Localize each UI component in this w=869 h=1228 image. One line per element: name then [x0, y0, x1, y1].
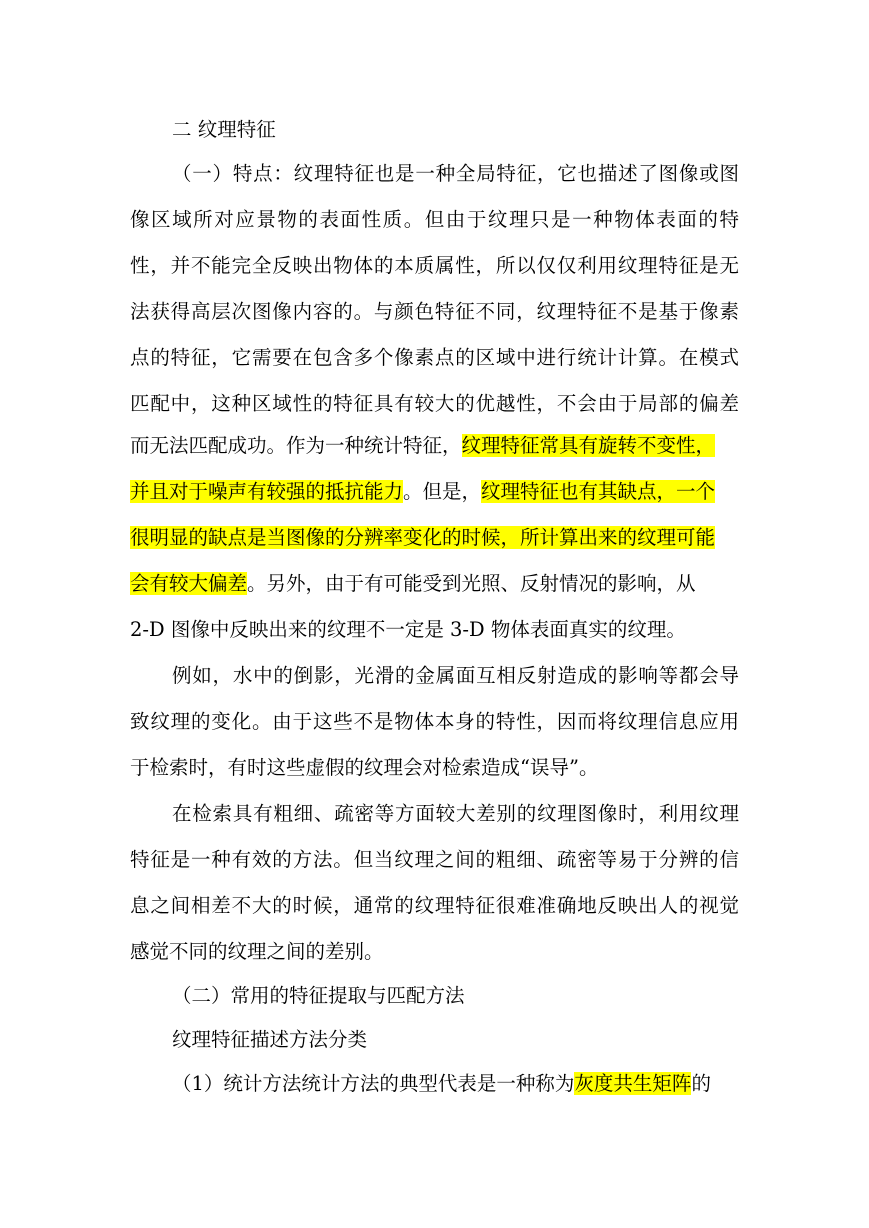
subheading [172, 1020, 367, 1060]
paragraph-line [130, 472, 715, 512]
paragraph-line [130, 292, 739, 332]
paragraph-text: 。另外，由于有可能受到光照、反射情况的影响，从 [247, 572, 696, 595]
paragraph-line [130, 246, 739, 286]
paragraph-line [130, 200, 739, 240]
paragraph-text: 例如，水中的倒影，光滑的金属面互相反射造成的影响等都会导 [172, 664, 739, 687]
paragraph-text: 感觉不同的纹理之间的差别。 [130, 940, 384, 963]
highlighted-text: 并且对于噪声有较强的抵抗能力 [130, 480, 404, 503]
paragraph-text: 特征是一种有效的方法。但当纹理之间的粗细、疏密等易于分辨的信 [130, 848, 739, 871]
section-heading [172, 976, 465, 1016]
paragraph-text: 性，并不能完全反映出物体的本质属性，所以仅仅利用纹理特征是无 [130, 254, 739, 277]
paragraph-text: 在检索具有粗细、疏密等方面较大差别的纹理图像时，利用纹理 [172, 802, 739, 825]
paragraph-line [172, 656, 739, 696]
paragraph-text: 匹配中，这种区域性的特征具有较大的优越性，不会由于局部的偏差 [130, 392, 739, 415]
highlighted-text: 纹理特征常具有旋转不变性， [461, 434, 716, 457]
paragraph-line [130, 932, 384, 972]
paragraph-line [172, 1064, 711, 1104]
paragraph-text: 的 [691, 1072, 711, 1095]
paragraph-line [130, 840, 739, 880]
highlighted-text: 纹理特征也有其缺点，一个 [481, 480, 716, 503]
paragraph-text: （1）统计方法统计方法的典型代表是一种称为 [172, 1072, 575, 1095]
highlighted-text: 灰度共生矩阵 [574, 1072, 692, 1095]
paragraph-line [130, 338, 739, 378]
paragraph-line [172, 794, 739, 834]
paragraph-line [130, 384, 739, 424]
paragraph-text: 2-D 图像中反映出来的纹理不一定是 3-D 物体表面真实的纹理。 [130, 618, 686, 641]
section-heading-text: （二）常用的特征提取与匹配方法 [172, 984, 465, 1007]
paragraph-text: 法获得高层次图像内容的。与颜色特征不同，纹理特征不是基于像素 [130, 300, 739, 323]
paragraph-text: 像区域所对应景物的表面性质。但由于纹理只是一种物体表面的特 [130, 208, 739, 231]
paragraph-text: 而无法匹配成功。作为一种统计特征， [130, 434, 462, 457]
paragraph-text: 息之间相差不大的时候，通常的纹理特征很难准确地反映出人的视觉 [130, 894, 739, 917]
paragraph-line [130, 702, 739, 742]
paragraph-text: 于检索时，有时这些虚假的纹理会对检索造成“误导”。 [130, 756, 599, 779]
section-heading [172, 110, 276, 150]
highlighted-text: 会有较大偏差 [130, 572, 248, 595]
paragraph-text: 点的特征，它需要在包含多个像素点的区域中进行统计计算。在模式 [130, 346, 739, 369]
paragraph-line [130, 886, 739, 926]
paragraph-line [172, 154, 739, 194]
section-heading-text: 二 纹理特征 [172, 118, 276, 141]
paragraph-line [130, 748, 598, 788]
paragraph-line [130, 426, 715, 466]
paragraph-line [130, 518, 715, 558]
paragraph-line [130, 564, 696, 604]
paragraph-line [130, 610, 686, 650]
paragraph-text: （一）特点：纹理特征也是一种全局特征，它也描述了图像或图 [172, 162, 739, 185]
paragraph-text: 致纹理的变化。由于这些不是物体本身的特性，因而将纹理信息应用 [130, 710, 739, 733]
highlighted-text: 很明显的缺点是当图像的分辨率变化的时候，所计算出来的纹理可能 [130, 526, 716, 549]
paragraph-text: 。但是， [403, 480, 482, 503]
subheading-text: 纹理特征描述方法分类 [172, 1028, 368, 1051]
